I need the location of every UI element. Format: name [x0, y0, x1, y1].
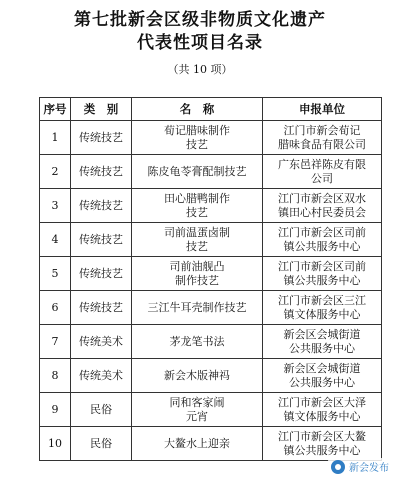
- row-number-cell: [40, 155, 71, 189]
- row-name: 大鳌水上迎亲: [164, 436, 230, 450]
- row-unit: 江门市新会区三江 镇文体服务中心: [278, 293, 366, 321]
- row-category-cell: [71, 189, 132, 223]
- row-unit: 江门市新会荀记 腊味食品有限公司: [278, 123, 366, 151]
- table-row: [40, 291, 382, 325]
- row-number: 7: [51, 334, 59, 348]
- row-name-cell: [132, 325, 263, 359]
- table-row: [40, 427, 382, 461]
- row-unit: 广东邑祥陈皮有限 公司: [278, 157, 366, 185]
- row-number: 2: [51, 164, 59, 178]
- row-category: 民俗: [90, 402, 112, 416]
- row-name-cell: [132, 359, 263, 393]
- row-category: 民俗: [90, 436, 112, 450]
- row-name: 司前温蛋卤制 技艺: [164, 225, 230, 253]
- row-unit: 江门市新会区司前 镇公共服务中心: [278, 225, 366, 253]
- row-number-cell: [40, 393, 71, 427]
- row-category: 传统技艺: [79, 130, 123, 144]
- row-unit-cell: [263, 291, 382, 325]
- row-unit-cell: [263, 393, 382, 427]
- row-number-cell: [40, 121, 71, 155]
- row-number-cell: [40, 359, 71, 393]
- row-unit-cell: [263, 325, 382, 359]
- row-number: 10: [48, 436, 62, 450]
- row-unit: 江门市新会区司前 镇公共服务中心: [278, 259, 366, 287]
- row-category-cell: [71, 325, 132, 359]
- row-name-cell: [132, 189, 263, 223]
- row-name: 新会木版神祃: [164, 368, 230, 382]
- row-number-cell: [40, 291, 71, 325]
- row-category: 传统美术: [79, 334, 123, 348]
- column-header-unit: 申报单位: [263, 98, 382, 121]
- row-unit: 新会区会城街道 公共服务中心: [283, 327, 361, 355]
- row-number-cell: [40, 427, 71, 461]
- row-unit: 新会区会城街道 公共服务中心: [283, 361, 361, 389]
- row-unit-cell: [263, 359, 382, 393]
- table-row: [40, 359, 382, 393]
- table-row: [40, 393, 382, 427]
- row-category-cell: [71, 359, 132, 393]
- row-unit: 江门市新会区大鳌 镇公共服务中心: [278, 429, 366, 457]
- row-name: 荀记腊味制作 技艺: [164, 123, 230, 151]
- row-name-cell: [132, 393, 263, 427]
- row-number-cell: [40, 223, 71, 257]
- row-number-cell: [40, 325, 71, 359]
- row-unit-cell: [263, 155, 382, 189]
- row-category-cell: [71, 223, 132, 257]
- row-number: 8: [51, 368, 59, 382]
- row-name: 田心腊鸭制作 技艺: [164, 191, 230, 219]
- row-unit-cell: [263, 223, 382, 257]
- row-number-cell: [40, 189, 71, 223]
- row-number-cell: [40, 257, 71, 291]
- row-name-cell: [132, 291, 263, 325]
- row-name: 陈皮龟苓膏配制技艺: [147, 164, 247, 178]
- row-category-cell: [71, 155, 132, 189]
- row-unit: 江门市新会区双水 镇田心村民委员会: [278, 191, 366, 219]
- table-row: [40, 223, 382, 257]
- row-name-cell: [132, 257, 263, 291]
- watermark: [328, 458, 392, 475]
- item-count: （共 10 项）: [167, 63, 233, 76]
- row-number: 6: [51, 300, 59, 314]
- table-row: [40, 325, 382, 359]
- row-category-cell: [71, 393, 132, 427]
- row-category: 传统技艺: [79, 232, 123, 246]
- column-header-number: 序号: [40, 98, 71, 121]
- column-header-category: 类 别: [71, 98, 132, 121]
- row-name: 同和客家闹 元宵: [169, 395, 225, 423]
- row-category-cell: [71, 427, 132, 461]
- row-number: 5: [51, 266, 59, 280]
- table-row: [40, 121, 382, 155]
- row-category: 传统美术: [79, 368, 123, 382]
- row-category-cell: [71, 121, 132, 155]
- row-name: 茅龙笔书法: [169, 334, 225, 348]
- table-body: [40, 121, 382, 461]
- row-name-cell: [132, 155, 263, 189]
- row-number: 3: [51, 198, 59, 212]
- project-table: [39, 97, 382, 461]
- row-name: 三江牛耳壳制作技艺: [147, 300, 247, 314]
- row-category-cell: [71, 257, 132, 291]
- row-category-cell: [71, 291, 132, 325]
- page-title-line2: 代表性项目名录: [137, 33, 263, 53]
- column-header-name: 名 称: [132, 98, 263, 121]
- page-title: 第七批新会区级非物质文化遗产: [74, 10, 326, 30]
- row-unit: 江门市新会区大泽 镇文体服务中心: [278, 395, 366, 423]
- row-number: 4: [51, 232, 59, 246]
- row-name-cell: [132, 121, 263, 155]
- row-category: 传统技艺: [79, 300, 123, 314]
- row-name-cell: [132, 427, 263, 461]
- row-number: 9: [51, 402, 59, 416]
- wechat-account-icon: [331, 460, 345, 474]
- table-row: [40, 189, 382, 223]
- row-category: 传统技艺: [79, 164, 123, 178]
- row-category: 传统技艺: [79, 266, 123, 280]
- watermark-text: 新会发布: [349, 463, 389, 474]
- row-category: 传统技艺: [79, 198, 123, 212]
- row-unit-cell: [263, 121, 382, 155]
- row-unit-cell: [263, 427, 382, 461]
- row-unit-cell: [263, 257, 382, 291]
- row-unit-cell: [263, 189, 382, 223]
- row-number: 1: [51, 130, 59, 144]
- table-row: [40, 257, 382, 291]
- row-name-cell: [132, 223, 263, 257]
- table-header-row: [40, 98, 382, 121]
- row-name: 司前油舰凸 制作技艺: [169, 259, 225, 287]
- table-row: [40, 155, 382, 189]
